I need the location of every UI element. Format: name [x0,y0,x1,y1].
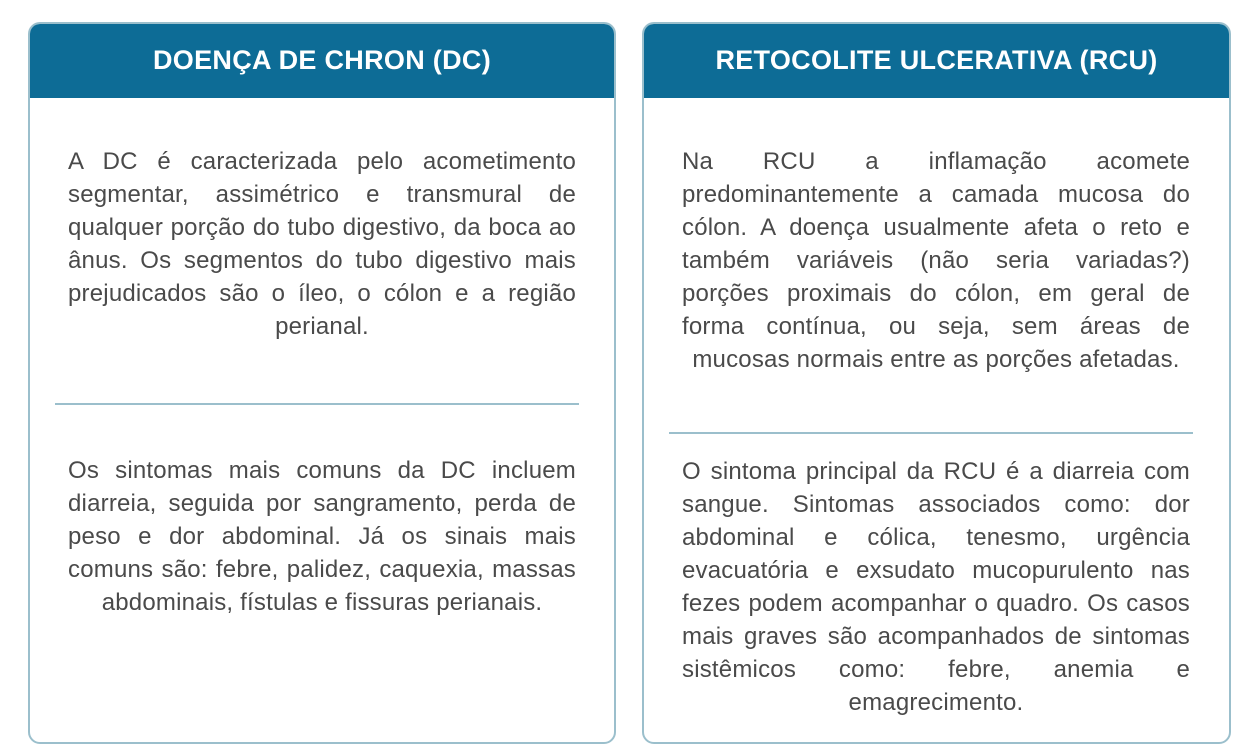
card-crohn [28,22,616,744]
crohn-symptoms-text: Os sintomas mais comuns da DC incluem diarreia, seguida por sangramento, perda de peso e dor abdominal. Já os sinais mais comuns são: febre, palidez, caquexia, massas abdominais, fístulas e fissuras perianais. [68,457,576,616]
divider [669,432,1193,434]
divider [55,403,579,405]
rcu-symptoms-text: O sintoma principal da RCU é a diarreia com sangue. Sintomas associados como: dor abdominal e cólica, tenesmo, urgência evacuatória e exsudato mucopurulento nas fezes podem acompanhar o quadro. Os casos mais graves são acompanhados de sintomas sistêmicos como: febre, anemia e emagrecimento. [682,458,1190,716]
rcu-definition-text: Na RCU a inflamação acomete predominantemente a camada mucosa do cólon. A doença usualmente afeta o reto e também variáveis (não seria variadas?) porções proximais do cólon, em geral de forma contínua, ou seja, sem áreas de mucosas normais entre as porções afetadas. [682,148,1190,373]
card-title-rcu: RETOCOLITE ULCERATIVA (RCU) [642,22,1231,98]
crohn-definition-text: A DC é caracterizada pelo acometimento segmentar, assimétrico e transmural de qualquer porção do tubo digestivo, da boca ao ânus. Os segmentos do tubo digestivo mais prejudicados são o íleo, o cólon e a região perianal. [68,148,576,340]
card-title-crohn: DOENÇA DE CHRON (DC) [28,22,616,98]
card-rcu [642,22,1231,744]
